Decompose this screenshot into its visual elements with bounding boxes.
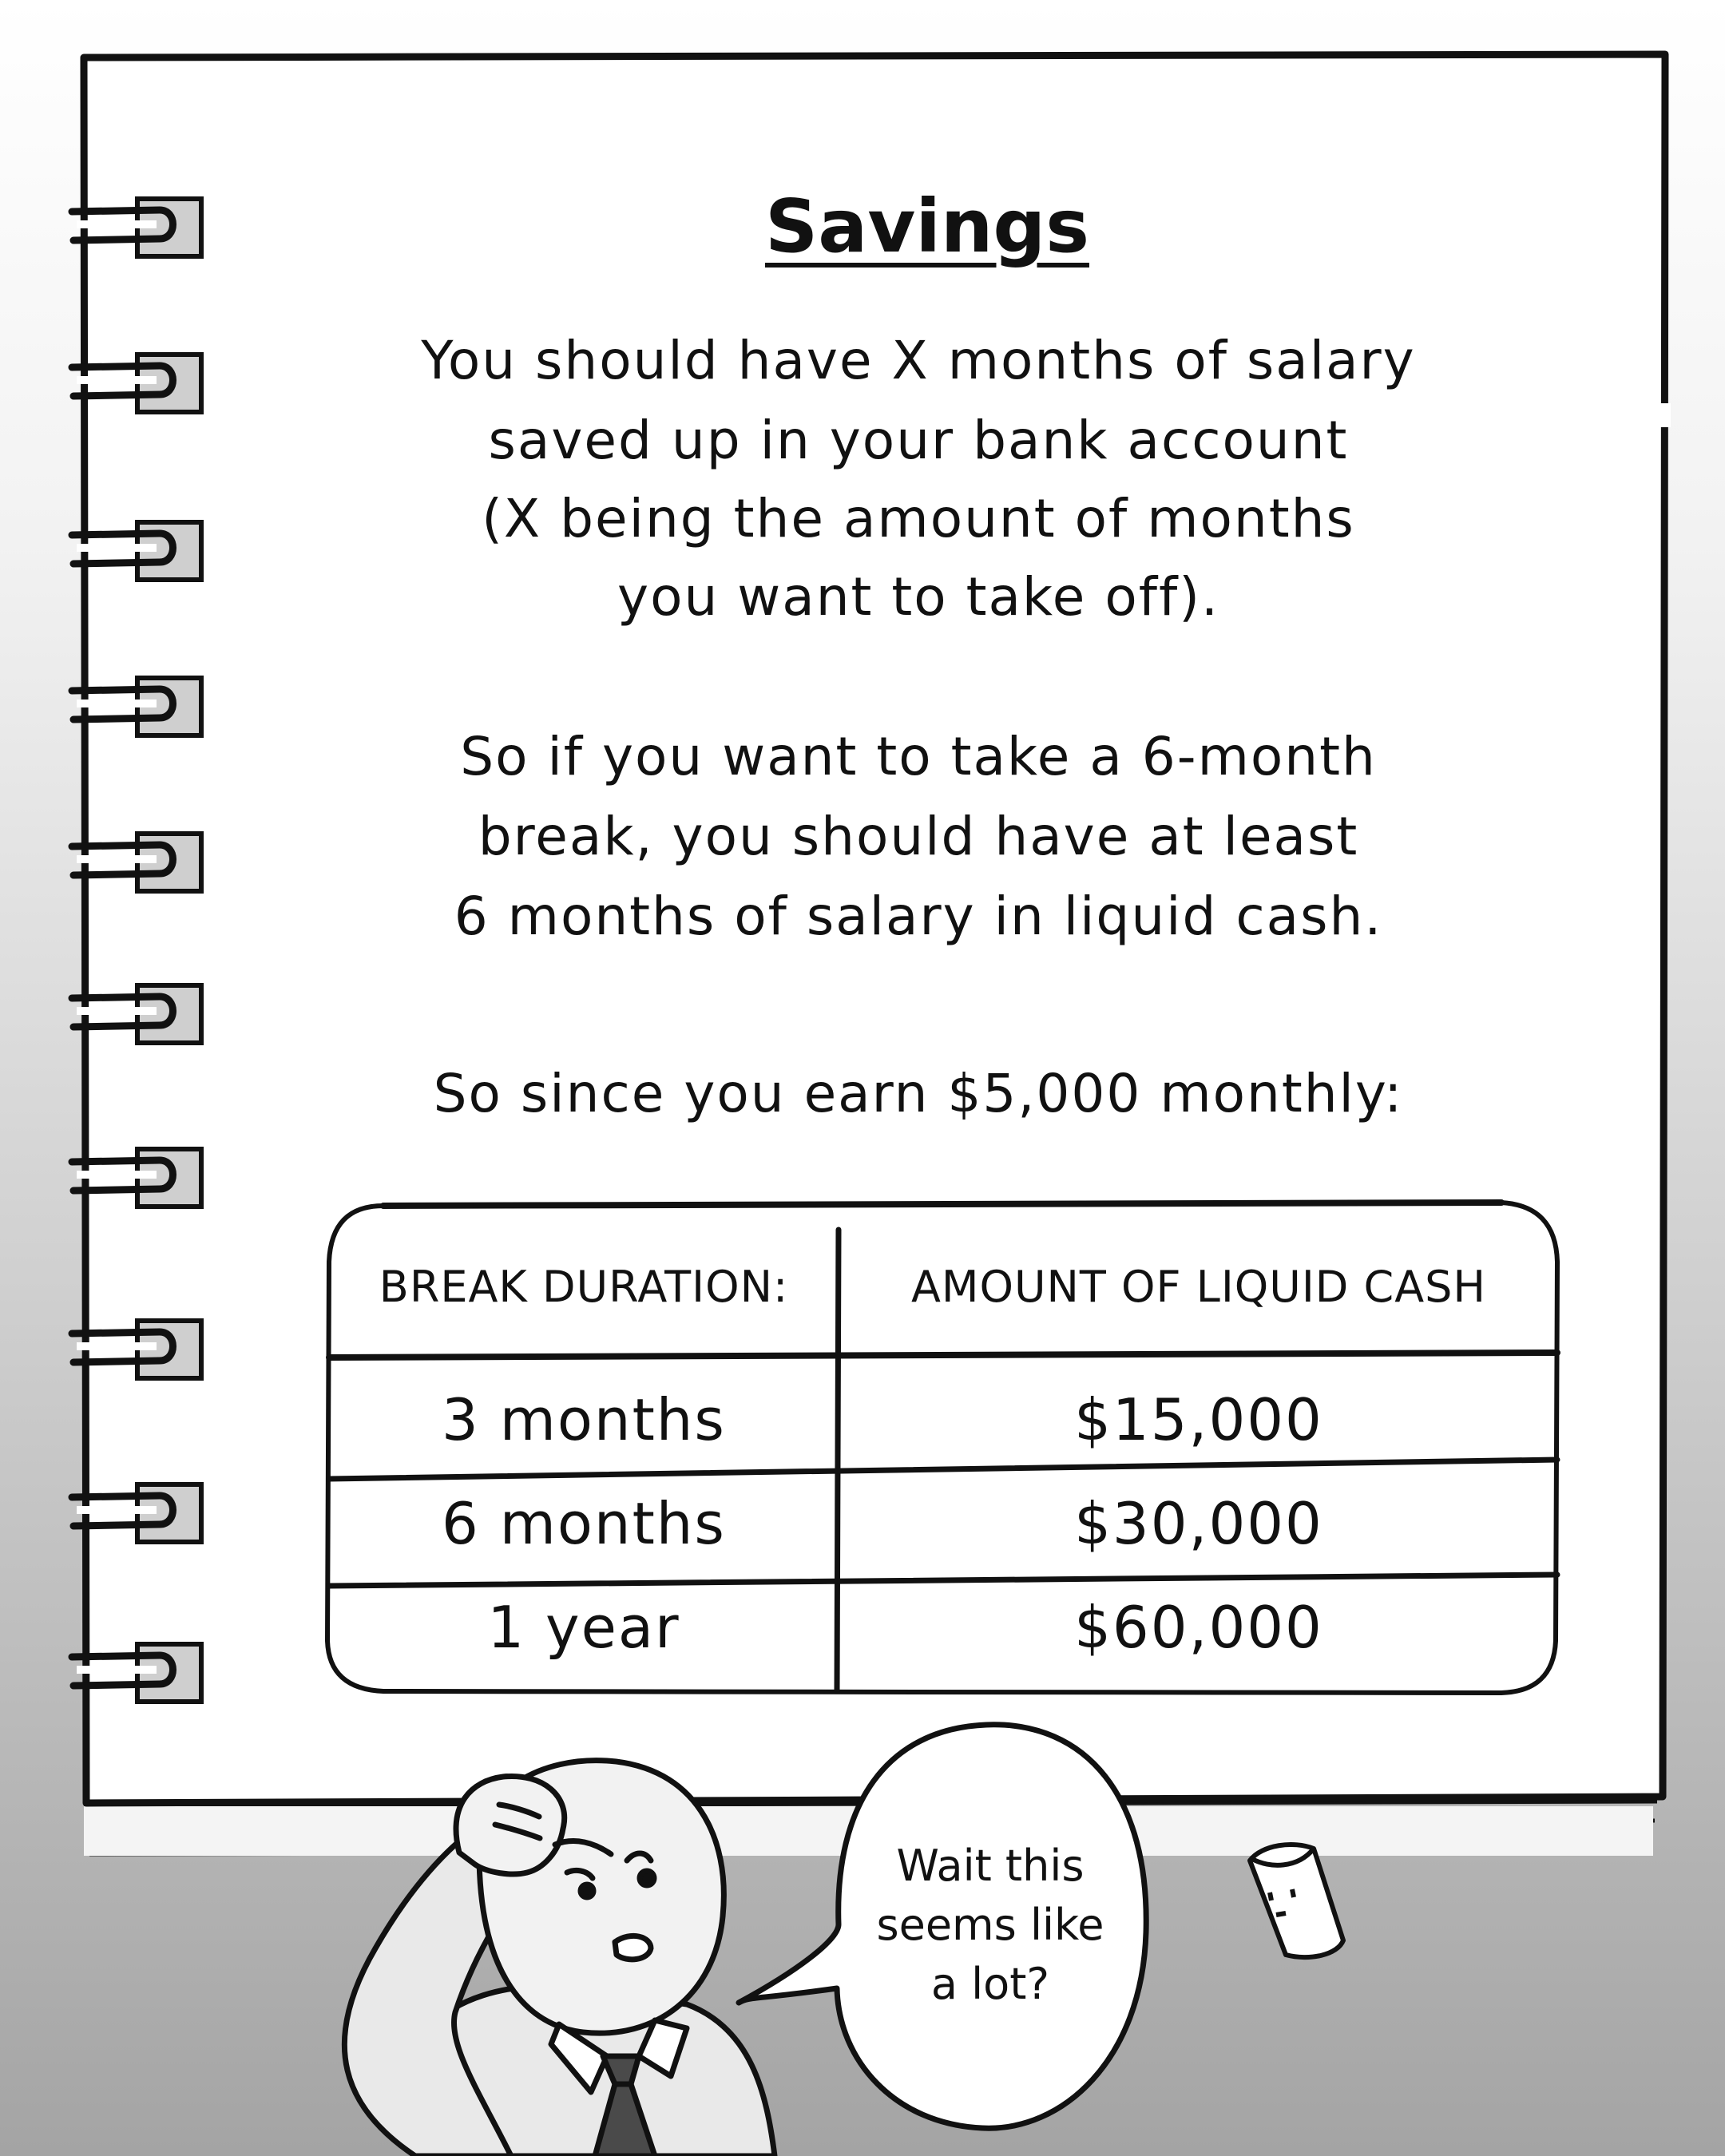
table-cell-duration: 6 months — [442, 1490, 726, 1557]
speech-bubble-line: seems like — [876, 1900, 1104, 1950]
paragraph2-line: 6 months of salary in liquid cash. — [454, 886, 1383, 947]
paragraph1-line: you want to take off). — [617, 566, 1219, 628]
table-cell-amount: $60,000 — [1074, 1594, 1323, 1661]
table-cell-amount: $30,000 — [1074, 1490, 1323, 1557]
paragraph1-line: You should have X months of salary — [421, 330, 1416, 391]
paragraph2-line: So if you want to take a 6-month — [460, 726, 1377, 787]
speech-bubble-line: a lot? — [930, 1959, 1050, 2009]
table-cell-duration: 3 months — [442, 1386, 726, 1453]
table-header-liquid-cash: AMOUNT OF LIQUID CASH — [910, 1262, 1487, 1312]
speech-bubble-line: Wait this — [896, 1841, 1085, 1891]
paragraph1-line: (X being the amount of months — [482, 488, 1355, 549]
page-title: Savings — [765, 184, 1089, 269]
paragraph1-line: saved up in your bank account — [488, 410, 1349, 471]
eraser-character — [1250, 1845, 1343, 1957]
earnings-line: So since you earn $5,000 monthly: — [433, 1063, 1404, 1124]
table-header-break-duration: BREAK DURATION: — [379, 1262, 789, 1312]
table-cell-amount: $15,000 — [1074, 1386, 1323, 1453]
paragraph2-line: break, you should have at least — [478, 806, 1359, 867]
edge-gap — [1655, 403, 1671, 427]
table-cell-duration: 1 year — [487, 1594, 680, 1661]
